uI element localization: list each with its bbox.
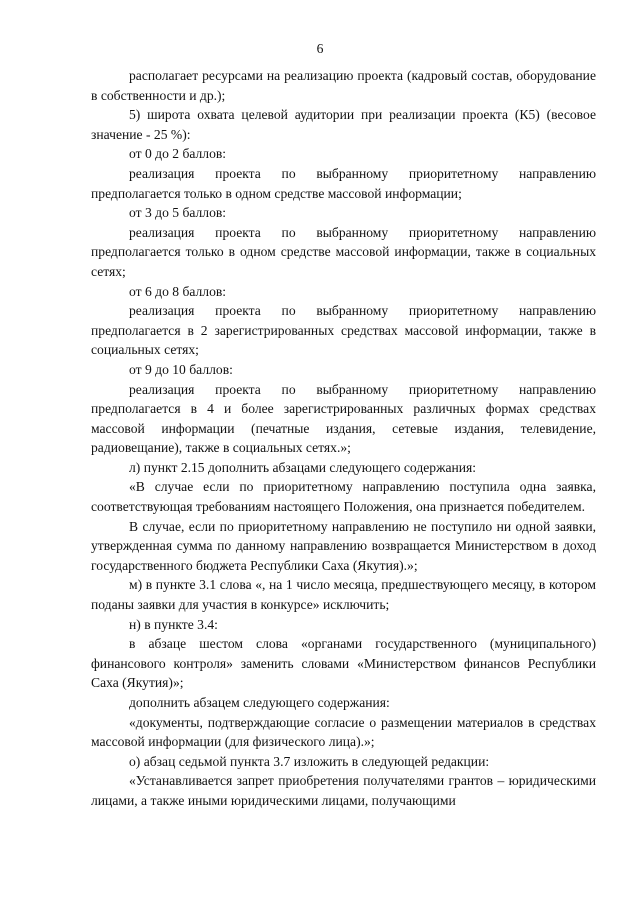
- paragraph: в абзаце шестом слова «органами государственного (муниципального) финансового контроля» заменить словами «Министерством финансов Республики Саха (Якутия)»;: [91, 636, 596, 691]
- paragraph: реализация проекта по выбранному приоритетному направлению предполагается в 2 зарегистрированных средствах массовой информации, также в социальных сетях;: [91, 303, 596, 358]
- paragraph: н) в пункте 3.4:: [129, 616, 218, 632]
- document-body: [91, 66, 596, 811]
- paragraph: «В случае если по приоритетному направлению поступила одна заявка, соответствующая требованиям настоящего Положения, она признается победителем.: [91, 479, 596, 515]
- paragraph: дополнить абзацем следующего содержания:: [129, 695, 390, 710]
- paragraph: В случае, если по приоритетному направлению не поступило ни одной заявки, утвержденная сумма по данному направлению возвращается Министерством в доход государственного бюджета Республики Саха (Якутия).»;: [91, 518, 596, 573]
- paragraph: 5) широта охвата целевой аудитории при реализации проекта (К5) (весовое значение - 25 %):: [91, 107, 596, 142]
- paragraph: располагает ресурсами на реализацию проекта (кадровый состав, оборудование в собственности и др.);: [91, 68, 596, 103]
- paragraph: «документы, подтверждающие согласие о размещении материалов в средствах массовой информации (для физического лица).»;: [91, 714, 596, 750]
- paragraph: реализация проекта по выбранному приоритетному направлению предполагается в 4 и более зарегистрированных различных формах средствах массовой информации (печатные издания, сетевые издания, телевидение, радиовещание), также в социальных сетях.»;: [91, 381, 596, 456]
- paragraph: л) пункт 2.15 дополнить абзацами следующего содержания:: [129, 459, 477, 475]
- paragraph: реализация проекта по выбранному приоритетному направлению предполагается только в одном средстве массовой информации, также в социальных сетях;: [91, 224, 596, 279]
- paragraph: от 9 до 10 баллов:: [129, 361, 233, 377]
- paragraph: м) в пункте 3.1 слова «, на 1 число месяца, предшествующего месяцу, в котором поданы заявки для участия в конкурсе» исключить;: [91, 577, 596, 613]
- paragraph: от 3 до 5 баллов:: [129, 205, 227, 221]
- page-number: 6: [316, 41, 324, 56]
- paragraph: от 6 до 8 баллов:: [129, 283, 227, 299]
- paragraph: «Устанавливается запрет приобретения получателями грантов – юридическими лицами, а также иными юридическими лицами, получающими: [91, 773, 596, 808]
- paragraph: реализация проекта по выбранному приоритетному направлению предполагается только в одном средстве массовой информации;: [91, 165, 596, 201]
- paragraph: от 0 до 2 баллов:: [129, 146, 227, 162]
- paragraph: о) абзац седьмой пункта 3.7 изложить в следующей редакции:: [129, 753, 490, 769]
